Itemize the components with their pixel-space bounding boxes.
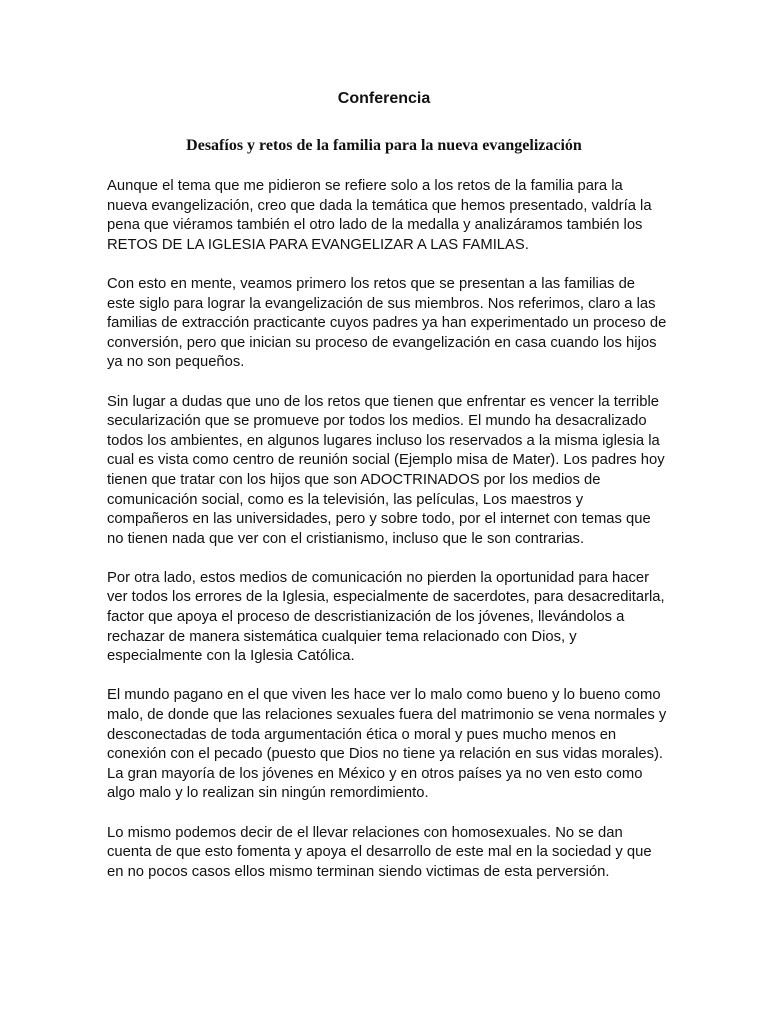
document-body	[107, 177, 667, 902]
document-title: Desafíos y retos de la familia para la nueva evangelización	[186, 137, 582, 154]
paragraph: Sin lugar a dudas que uno de los retos que tienen que enfrentar es vencer la terrible secularización que se promueve por todos los medios. El mundo ha desacralizado todos los ambientes, en algunos lugares incluso los reservados a la misma iglesia la cual es vista como centro de reunión social (Ejemplo misa de Mater). Los padres hoy tienen que tratar con los hijos que son ADOCTRINADOS por los medios de comunicación social, como es la televisión, las películas, Los maestros y compañeros en las universidades, pero y sobre todo, por el internet con temas que no tienen nada que ver con el cristianismo, incluso que le son contrarias.	[107, 393, 665, 547]
paragraph: Aunque el tema que me pidieron se refiere solo a los retos de la familia para la nueva evangelización, creo que dada la temática que hemos presentado, valdría la pena que viéramos también el otro lado de la medalla y analizáramos también los RETOS DE LA IGLESIA PARA EVANGELIZAR A LAS FAMILAS.	[107, 178, 652, 253]
paragraph: El mundo pagano en el que viven les hace ver lo malo como bueno y lo bueno como malo, de donde que las relaciones sexuales fuera del matrimonio se vena normales y desconectadas de toda argumentación ética o moral y pues mucho menos en conexión con el pecado (puesto que Dios no tiene ya relación en sus vidas morales). La gran mayoría de los jóvenes en México y en otros países ya no ven esto como algo malo y lo realizan sin ningún remordimiento.	[107, 687, 667, 802]
paragraph: Con esto en mente, veamos primero los retos que se presentan a las familias de este siglo para lograr la evangelización de sus miembros. Nos referimos, claro a las familias de extracción practicante cuyos padres ya han experimentado un proceso de conversión, pero que inician su proceso de evangelización en casa cuando los hijos ya no son pequeños.	[107, 275, 667, 371]
paragraph: Lo mismo podemos decir de el llevar relaciones con homosexuales. No se dan cuenta de que esto fomenta y apoya el desarrollo de este mal en la sociedad y que en no pocos casos ellos mismo terminan siendo victimas de esta perversión.	[107, 824, 652, 880]
document-heading: Conferencia	[337, 90, 431, 107]
paragraph: Por otra lado, estos medios de comunicación no pierden la oportunidad para hacer ver todos los errores de la Iglesia, especialmente de sacerdotes, para desacreditarla, factor que apoya el proceso de descristianización de los jóvenes, llevándolos a rechazar de manera sistemática cualquier tema relacionado con Dios, y especialmente con la Iglesia Católica.	[107, 569, 665, 665]
